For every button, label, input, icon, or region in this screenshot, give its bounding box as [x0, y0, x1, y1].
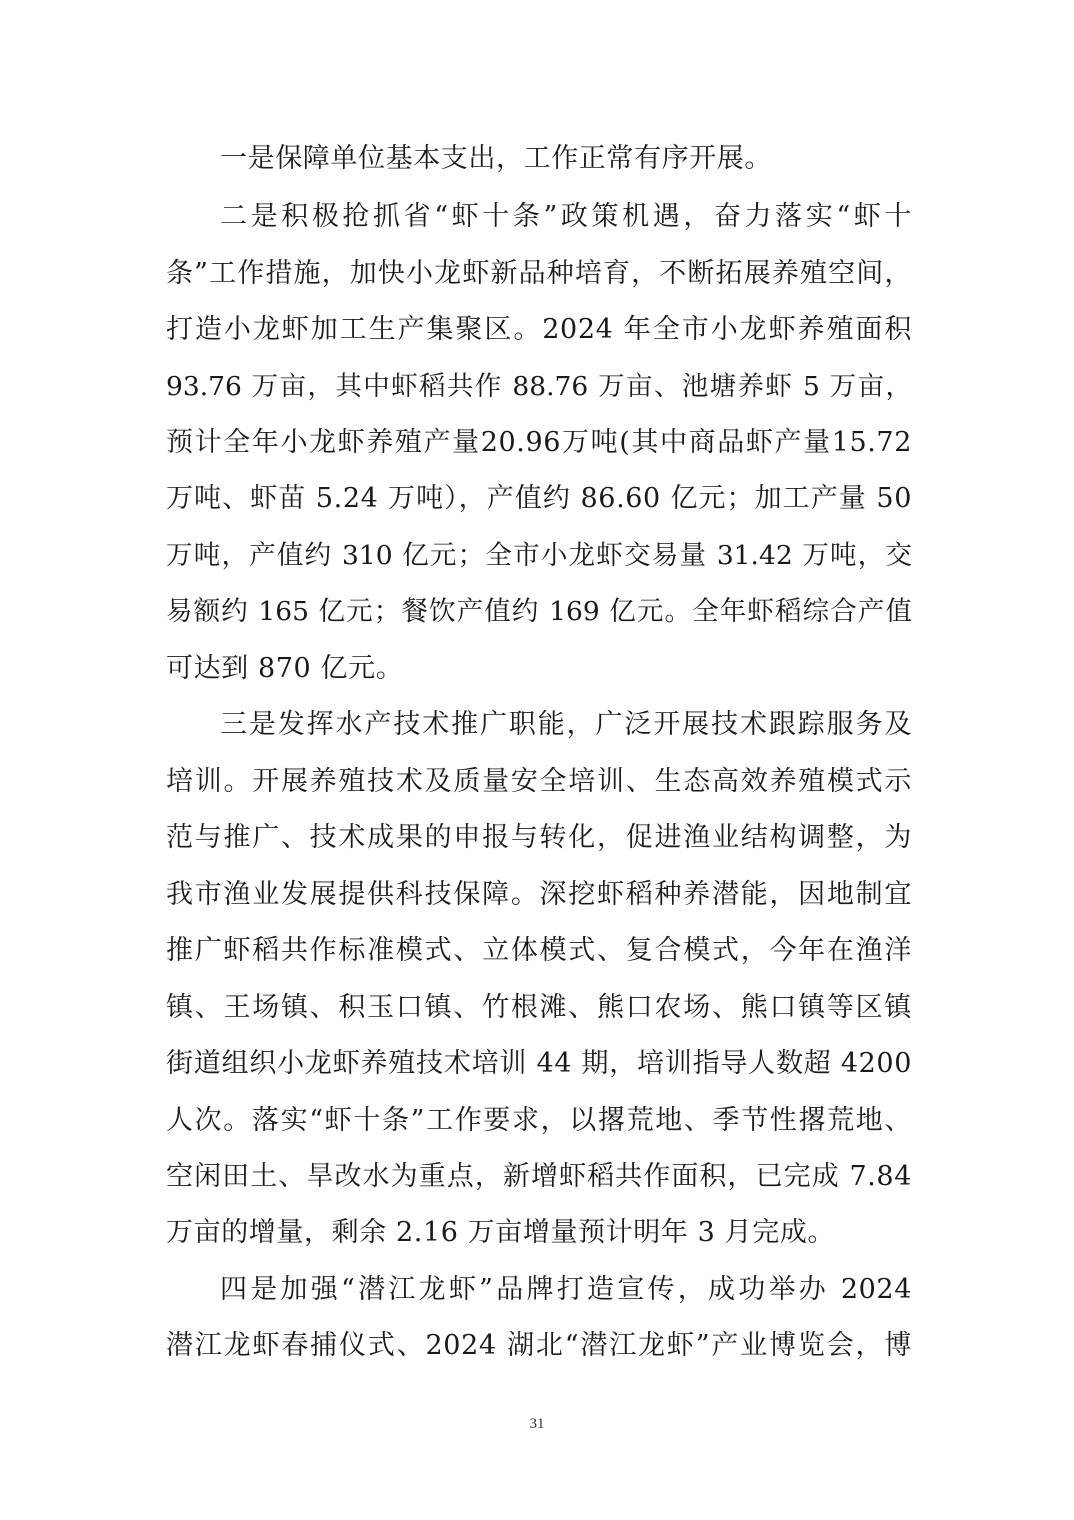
paragraph-3-line-6: 镇、王场镇、积玉口镇、竹根滩、熊口农场、熊口镇等区镇 — [166, 992, 912, 1023]
paragraph-2-line-9: 可达到 870 亿元。 — [166, 653, 404, 684]
paragraph-3-line-4: 我市渔业发展提供科技保障。深挖虾稻种养潜能，因地制宜 — [166, 879, 912, 910]
paragraph-3-line-3: 范与推广、技术成果的申报与转化，促进渔业结构调整，为 — [166, 822, 912, 853]
paragraph-3-line-10: 万亩的增量，剩余 2.16 万亩增量预计明年 3 月完成。 — [166, 1217, 836, 1248]
paragraph-3-line-8: 人次。落实“虾十条”工作要求，以撂荒地、季节性撂荒地、 — [166, 1105, 912, 1136]
paragraph-2-line-6: 万吨、虾苗 5.24 万吨），产值约 86.60 亿元；加工产量 50 — [166, 483, 912, 514]
paragraph-2-line-2: 条”工作措施，加快小龙虾新品种培育，不断拓展养殖空间， — [166, 258, 912, 289]
paragraph-3-line-7: 街道组织小龙虾养殖技术培训 44 期，培训指导人数超 4200 — [166, 1048, 912, 1079]
paragraph-3-line-2: 培训。开展养殖技术及质量安全培训、生态高效养殖模式示 — [166, 766, 912, 797]
paragraph-4-line-2: 潜江龙虾春捕仪式、2024 湖北“潜江龙虾”产业博览会，博 — [166, 1330, 912, 1361]
paragraph-4-line-1: 四是加强“潜江龙虾”品牌打造宣传，成功举办 2024 — [220, 1274, 912, 1305]
paragraph-2-line-8: 易额约 165 亿元；餐饮产值约 169 亿元。全年虾稻综合产值 — [166, 596, 912, 627]
paragraph-1-line-1: 一是保障单位基本支出，工作正常有序开展。 — [220, 143, 772, 174]
page-number: 31 — [529, 1416, 545, 1432]
paragraph-2-line-4: 93.76 万亩，其中虾稻共作 88.76 万亩、池塘养虾 5 万亩， — [166, 371, 912, 402]
paragraph-2-line-7: 万吨，产值约 310 亿元；全市小龙虾交易量 31.42 万吨，交 — [166, 540, 912, 571]
paragraph-3-line-5: 推广虾稻共作标准模式、立体模式、复合模式，今年在渔洋 — [166, 935, 912, 966]
paragraph-3-line-1: 三是发挥水产技术推广职能，广泛开展技术跟踪服务及 — [220, 709, 912, 740]
paragraph-2-line-3: 打造小龙虾加工生产集聚区。2024 年全市小龙虾养殖面积 — [166, 314, 912, 345]
paragraph-3-line-9: 空闲田土、旱改水为重点，新增虾稻共作面积，已完成 7.84 — [166, 1161, 912, 1192]
paragraph-2-line-5: 预计全年小龙虾养殖产量20.96万吨(其中商品虾产量15.72 — [166, 427, 912, 458]
paragraph-2-line-1: 二是积极抢抓省“虾十条”政策机遇，奋力落实“虾十 — [220, 201, 912, 232]
